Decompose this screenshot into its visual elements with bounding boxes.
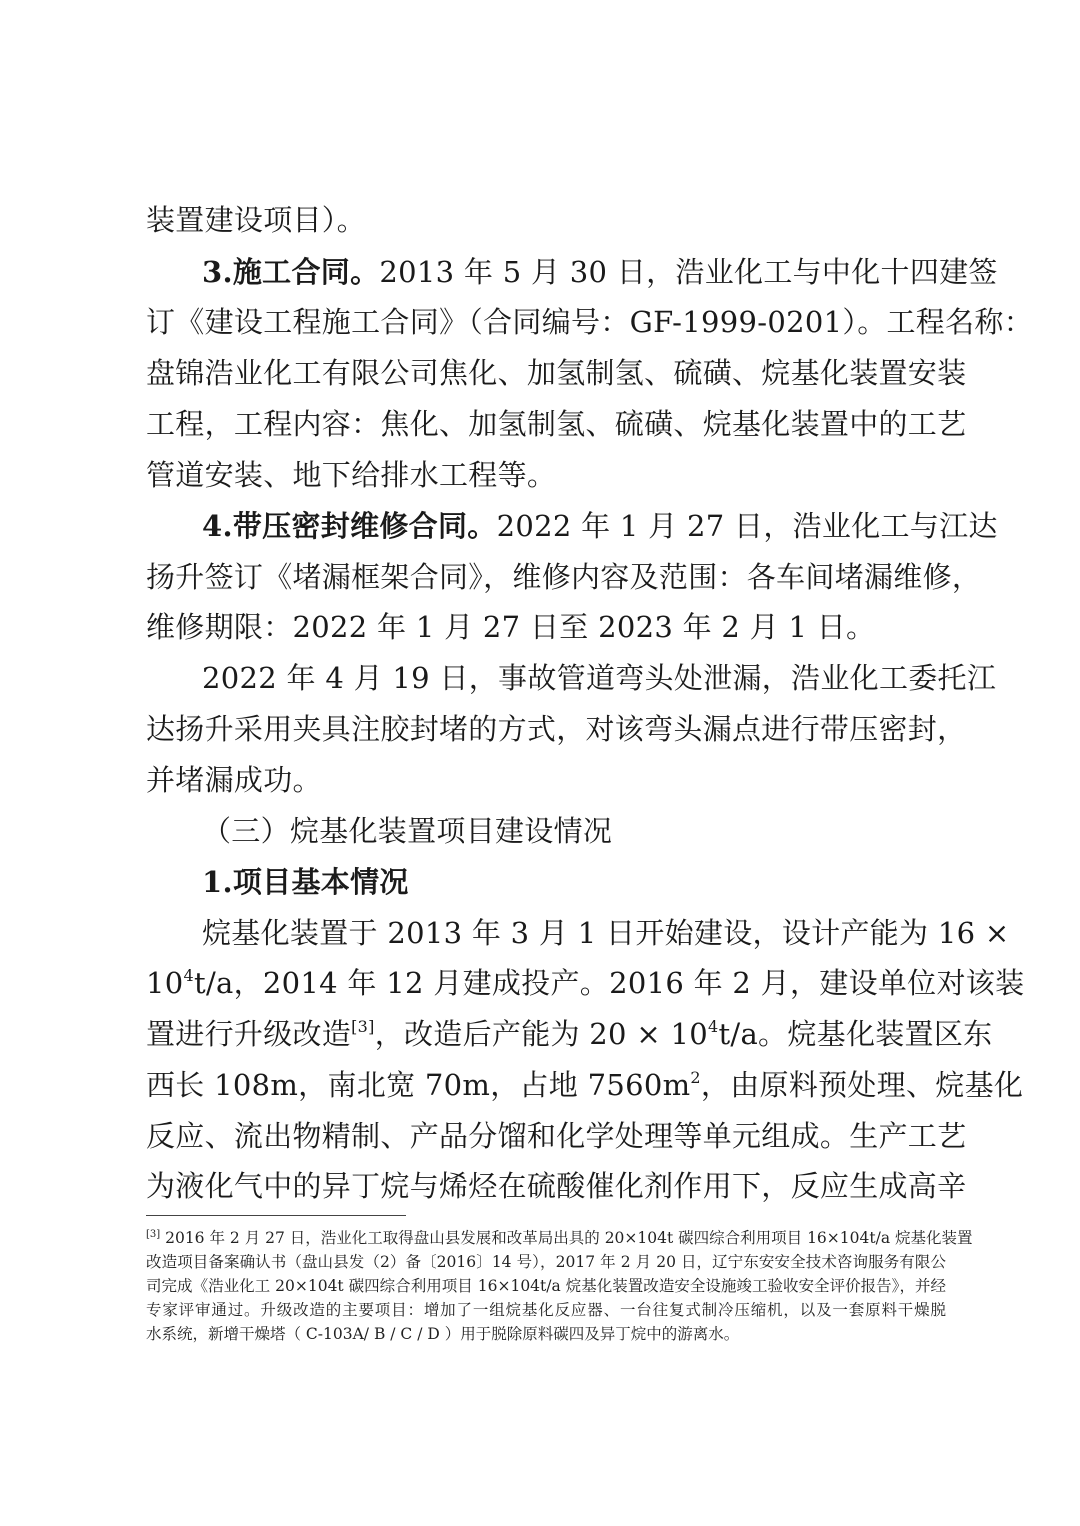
text-span: 2022 年 1 月 27 日，浩业化工与江达 [496,509,998,543]
text-span: t/a，2014 年 12 月建成投产。2016 年 2 月，建设单位对该装 [194,966,1025,1000]
text-line [146,913,1010,953]
text-span: t/a。烷基化装置区东 [718,1017,993,1051]
text-line [146,302,1033,342]
text-line [146,200,946,240]
text-line [146,506,998,546]
superscript: 4 [707,1017,719,1036]
text-line [146,963,1025,1003]
footnote-ref[interactable]: [3] [351,1017,375,1036]
text-line [146,760,946,800]
text-span: 订《建设工程施工合同》（合同编号：GF-1999-0201）。工程名称： [146,305,1033,339]
text-line [146,404,967,444]
text-line [146,455,946,495]
text-line [146,1166,967,1206]
superscript: 4 [183,966,194,985]
text-span: 工程，工程内容：焦化、加氢制氢、硫磺、烷基化装置中的工艺 [146,407,967,441]
text-line [146,353,967,393]
footnote-line [146,1323,946,1345]
text-span: 水系统，新增干燥塔（ C-103A/ B / C / D ）用于脱除原料碳四及异丁烷中的游离水。 [146,1325,740,1343]
text-span: 反应、流出物精制、产品分馏和化学处理等单元组成。生产工艺 [146,1119,967,1153]
text-span: （三）烷基化装置项目建设情况 [202,814,613,848]
text-span: ，改造后产能为 20 × 10 [374,1017,708,1051]
text-span: 西长 108m，南北宽 70m，占地 7560m [146,1068,691,1102]
section-heading-sealing-contract: 4.带压密封维修合同。 [202,509,497,543]
text-span: 并堵漏成功。 [146,763,322,797]
text-span: 盘锦浩业化工有限公司焦化、加氢制氢、硫磺、烷基化装置安装 [146,356,967,390]
text-span: 扬升签订《堵漏框架合同》，维修内容及范围：各车间堵漏维修， [146,560,982,594]
text-line [146,658,997,698]
footnote-line [146,1299,946,1321]
text-span: 1.项目基本情况 [202,865,409,899]
text-span: 维修期限：2022 年 1 月 27 日至 2023 年 2 月 1 日。 [146,610,876,644]
footnote-line [146,1275,946,1297]
text-span: 司完成《浩业化工 20×104t 碳四综合利用项目 16×104t/a 烷基化装置改造安全设施竣工验收安全评价报告》，并经 [146,1277,946,1295]
section-heading-construction-contract: 3.施工合同。 [202,255,380,289]
text-line [146,709,967,749]
text-span: 2022 年 4 月 19 日，事故管道弯头处泄漏，浩业化工委托江 [202,661,997,695]
text-line [146,557,982,597]
text-span: 置进行升级改造 [146,1017,352,1051]
text-line [146,1014,993,1054]
text-span: ，由原料预处理、烷基化 [700,1068,1024,1102]
footnote-line [146,1227,973,1249]
footnote-divider [146,1215,406,1216]
footnote-line [146,1251,946,1273]
text-span: 为液化气中的异丁烷与烯烃在硫酸催化剂作用下，反应生成高辛 [146,1169,967,1203]
text-span: 2016 年 2 月 27 日，浩业化工取得盘山县发展和改革局出具的 20×104t 碳四综合利用项目 16×104t/a 烷基化装置 [160,1229,973,1247]
text-span: 改造项目备案确认书（盘山县发（2）备〔2016〕14 号），2017 年 2 月 20 日，辽宁东安安全技术咨询服务有限公 [146,1253,946,1271]
text-line [146,1065,1024,1105]
text-span: 装置建设项目）。 [146,203,366,237]
text-span: 2013 年 5 月 30 日，浩业化工与中化十四建签 [379,255,998,289]
item-heading [202,862,1002,902]
subsection-heading [202,811,1002,851]
text-span: 10 [146,966,184,1000]
footnote-marker: [3] [146,1229,161,1240]
superscript: 2 [690,1068,701,1087]
text-line [146,607,946,647]
text-line [146,252,998,292]
text-line [146,1116,967,1156]
text-span: 烷基化装置于 2013 年 3 月 1 日开始建设，设计产能为 16 × [202,916,1010,950]
text-span: 管道安装、地下给排水工程等。 [146,458,557,492]
text-span: 专家评审通过。升级改造的主要项目：增加了一组烷基化反应器、一台往复式制冷压缩机，以及一套原料干燥脱 [146,1301,946,1319]
text-span: 达扬升采用夹具注胶封堵的方式，对该弯头漏点进行带压密封， [146,712,967,746]
